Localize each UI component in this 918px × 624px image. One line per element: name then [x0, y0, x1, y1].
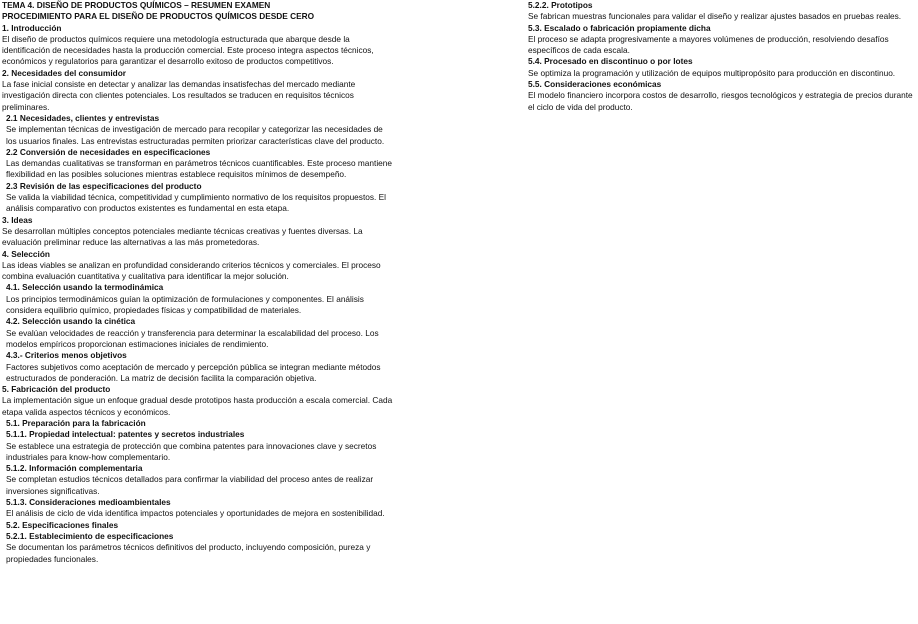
section-heading-1: 1. Introducción — [2, 22, 62, 33]
section-heading-5: 5. Fabricación del producto — [2, 384, 111, 395]
section-heading-2-3: 2.3 Revisión de las especificaciones del producto — [6, 180, 202, 191]
section-text-5: La implementación sigue un enfoque gradual desde prototipos hasta producción a escala comercial. Cada etapa valida aspectos técnicos y económicos. — [2, 395, 393, 417]
section-heading-5-1-1: 5.1.1. Propiedad intelectual: patentes y secretos industriales — [6, 429, 245, 440]
section-text-5-5: El modelo financiero incorpora costos de desarrollo, riesgos tecnológicos y estrategia de precios durante el ciclo de vida del producto. — [528, 90, 913, 112]
section-text-5-2-2: Se fabrican muestras funcionales para validar el diseño y realizar ajustes basados en pruebas reales. — [528, 11, 902, 22]
section-heading-2: 2. Necesidades del consumidor — [2, 67, 127, 78]
section-heading-4: 4. Selección — [2, 248, 50, 259]
section-text-2-1: Se implementan técnicas de investigación de mercado para recopilar y categorizar las necesidades de los usuarios finales. Las entrevistas estructuradas permiten priorizar características clave del producto. — [6, 124, 385, 146]
section-text-4-1: Los principios termodinámicos guían la optimización de formulaciones y componentes. El análisis considera equilibrio químico, propiedades físicas y compatibilidad de materiales. — [6, 293, 364, 316]
section-text-5-3: El proceso se adapta progresivamente a mayores volúmenes de producción, resolviendo desafíos específicos de cada escala. — [528, 33, 889, 56]
section-text-1: El diseño de productos químicos requiere una metodología estructurada que abarque desde la identificación de necesidades hasta la producción comercial. Este proceso integra aspectos técnicos, económicos y regulatorios para garantizar el desarrollo exitoso de productos competitivos. — [2, 33, 374, 67]
section-text-2: La fase inicial consiste en detectar y analizar las demandas insatisfechas del mercado mediante investigación directa con clientes potenciales. Los resultados se traducen en requisitos técnicos preliminares. — [2, 79, 356, 112]
section-heading-5-5: 5.5. Consideraciones económicas — [528, 79, 662, 90]
section-heading-2-2: 2.2 Conversión de necesidades en especificaciones — [6, 146, 211, 157]
section-heading-5-2-2: 5.2.2. Prototipos — [528, 0, 593, 10]
section-heading-3: 3. Ideas — [2, 214, 33, 225]
section-heading-4-3: 4.3.- Criterios menos objetivos — [6, 350, 127, 361]
left-column — [2, 0, 394, 565]
section-text-5-1-1: Se establece una estrategia de protección que combina patentes para innovaciones clave y secretos industriales para know-how complementario. — [6, 440, 377, 462]
section-text-5-1-2: Se completan estudios técnicos detallados para confirmar la viabilidad del proceso antes de realizar inversiones significativas. — [6, 474, 374, 496]
document-title: TEMA 4. DISEÑO DE PRODUCTOS QUÍMICOS – RESUMEN EXAMEN — [2, 0, 271, 10]
section-text-5-2-1: Se documentan los parámetros técnicos definitivos del producto, incluyendo composición, pureza y propiedades funcionales. — [6, 542, 371, 564]
section-heading-5-2: 5.2. Especificaciones finales — [6, 519, 119, 530]
section-text-2-3: Se valida la viabilidad técnica, competitividad y cumplimiento normativo de los requisitos propuestos. El análisis comparativo con productos existentes es fundamental en esta etapa. — [6, 192, 387, 214]
right-column — [528, 0, 916, 113]
section-text-2-2: Las demandas cualitativas se transforman en parámetros técnicos cuantificables. Este proceso mantiene flexibilidad en las posibles soluciones mientras establece requisitos mínimos de desempeño. — [6, 158, 393, 180]
section-heading-4-2: 4.2. Selección usando la cinética — [6, 316, 136, 327]
section-heading-5-1: 5.1. Preparación para la fabricación — [6, 417, 146, 428]
section-text-4-3: Factores subjetivos como aceptación de mercado y percepción pública se integran mediante métodos estructurados de ponderación. La matriz de decisión facilita la comparación objetiva. — [6, 361, 381, 383]
section-text-5-4: Se optimiza la programación y utilización de equipos multipropósito para producción en discontinuo. — [528, 67, 896, 78]
section-heading-5-2-1: 5.2.1. Establecimiento de especificaciones — [6, 530, 174, 541]
section-heading-5-1-2: 5.1.2. Información complementaria — [6, 463, 143, 474]
section-text-3: Se desarrollan múltiples conceptos potenciales mediante técnicas creativas y fuentes diversas. La evaluación preliminar reduce las alternativas a las más prometedoras. — [2, 225, 363, 248]
section-text-4: Las ideas viables se analizan en profundidad considerando criterios técnicos y comerciales. El proceso combina evaluación cuantitativa y cualitativa para identificar la mejor solución. — [2, 259, 381, 282]
section-heading-5-4: 5.4. Procesado en discontinuo o por lotes — [528, 56, 693, 67]
document-subtitle: PROCEDIMIENTO PARA EL DISEÑO DE PRODUCTOS QUÍMICOS DESDE CERO — [2, 11, 315, 22]
section-text-5-1-3: El análisis de ciclo de vida identifica impactos potenciales y oportunidades de mejora en sostenibilidad. — [6, 508, 385, 519]
section-text-4-2: Se evalúan velocidades de reacción y transferencia para determinar la escalabilidad del proceso. Los modelos empíricos proporcionan estimaciones iniciales de rendimiento. — [6, 327, 379, 349]
section-heading-5-1-3: 5.1.3. Consideraciones medioambientales — [6, 497, 171, 508]
section-heading-2-1: 2.1 Necesidades, clientes y entrevistas — [6, 112, 160, 123]
section-heading-4-1: 4.1. Selección usando la termodinámica — [6, 282, 164, 293]
section-heading-5-3: 5.3. Escalado o fabricación propiamente dicha — [528, 22, 711, 33]
